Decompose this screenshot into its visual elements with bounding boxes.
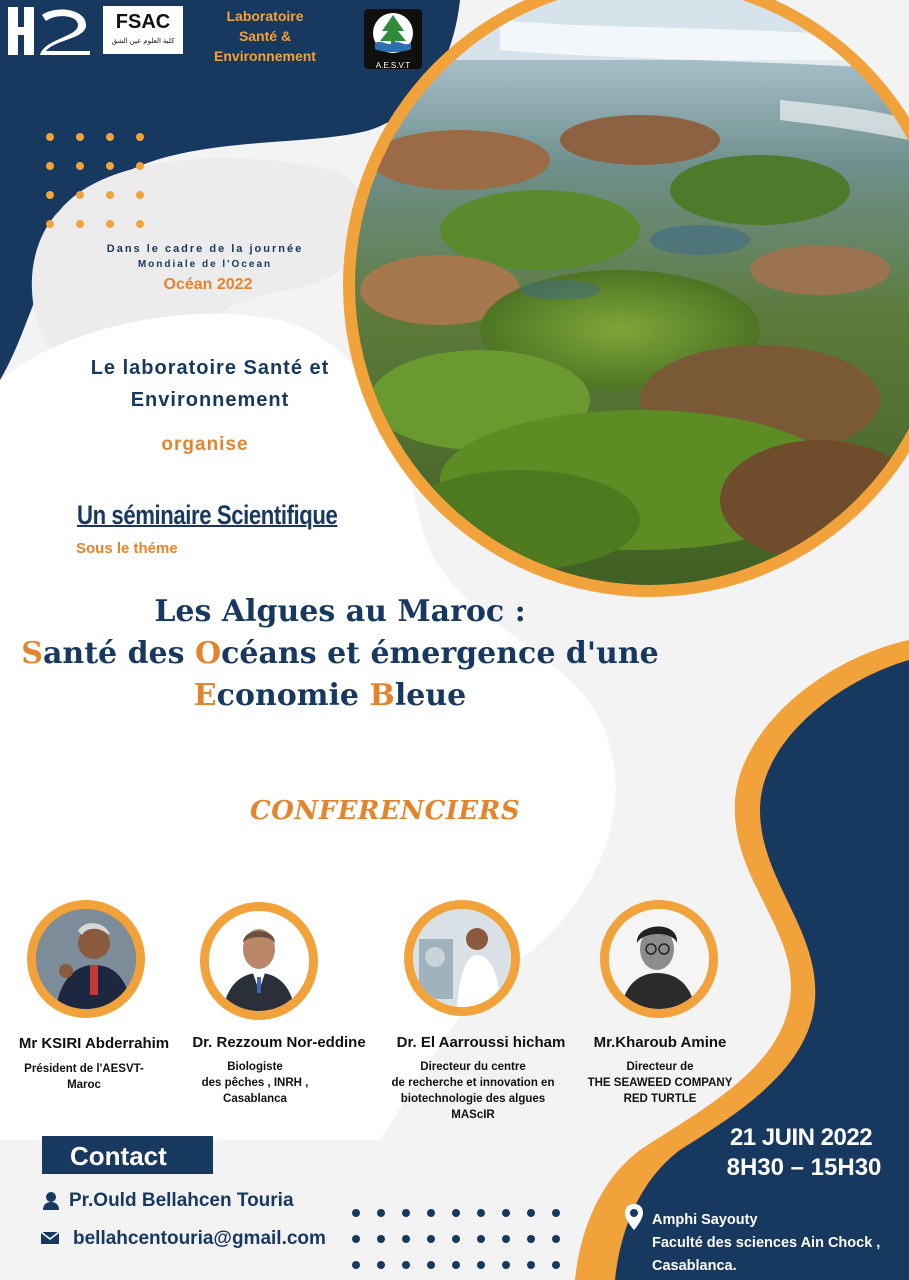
- theme-initial: B: [369, 678, 395, 713]
- decorative-dot: [377, 1235, 385, 1243]
- speaker-name: Dr. Rezzoum Nor-eddine: [192, 1034, 366, 1051]
- seminar-subtitle: Sous le théme: [76, 540, 178, 557]
- orange-dots-decoration: [46, 133, 156, 233]
- lab-name-line: Environnement: [214, 48, 316, 64]
- decorative-dot: [477, 1261, 485, 1269]
- decorative-dot: [502, 1209, 510, 1217]
- speaker-role: [378, 1059, 568, 1123]
- aesvt-logo-label: A.E.S.V.T: [375, 61, 411, 70]
- location-line: Amphi Sayouty: [652, 1212, 758, 1228]
- decorative-dot: [427, 1235, 435, 1243]
- decorative-dot: [527, 1261, 535, 1269]
- lab-name-line: Laboratoire: [226, 8, 304, 24]
- speaker-role-line: Président de l'AESVT-: [24, 1063, 144, 1075]
- decorative-dot: [136, 133, 144, 141]
- decorative-dot: [106, 220, 114, 228]
- speaker-photo: [27, 900, 145, 1018]
- decorative-dot: [427, 1261, 435, 1269]
- event-location: [652, 1209, 880, 1278]
- decorative-dot: [352, 1235, 360, 1243]
- decorative-dot: [452, 1261, 460, 1269]
- location-line: Casablanca.: [652, 1258, 737, 1274]
- speaker-role-line: MAScIR: [451, 1109, 495, 1121]
- decorative-dot: [106, 133, 114, 141]
- speaker-role: [180, 1059, 330, 1107]
- speaker-role-line: biotechnologie des algues: [400, 1093, 546, 1105]
- speaker-name: Mr KSIRI Abderrahim: [18, 1035, 170, 1052]
- speaker-role-line: Directeur de: [626, 1061, 694, 1073]
- speaker-portrait-3: [413, 909, 513, 1009]
- speaker-role-line: de recherche et innovation en: [391, 1077, 555, 1089]
- decorative-dot: [452, 1209, 460, 1217]
- location-line: Faculté des sciences Ain Chock ,: [652, 1235, 881, 1251]
- speaker-photo: [404, 900, 520, 1016]
- speaker-role: [4, 1061, 164, 1093]
- speaker-name: Mr.Kharoub Amine: [593, 1034, 727, 1051]
- decorative-dot: [402, 1209, 410, 1217]
- decorative-dot: [452, 1235, 460, 1243]
- uh2c-logo: [6, 5, 94, 57]
- tree-icon: [364, 9, 422, 55]
- theme-line3: [0, 678, 660, 713]
- decorative-dot: [352, 1209, 360, 1217]
- decorative-dot: [552, 1235, 560, 1243]
- fsac-logo: [101, 4, 185, 56]
- decorative-dot: [377, 1209, 385, 1217]
- decorative-dot: [527, 1235, 535, 1243]
- speaker-role-line: Directeur du centre: [420, 1061, 526, 1073]
- theme-line1: Les Algues au Maroc :: [154, 594, 526, 629]
- speaker-role-line: Casablanca: [223, 1093, 287, 1105]
- event-time: 8H30 – 15H30: [726, 1154, 882, 1181]
- user-icon: [42, 1191, 60, 1211]
- speaker-role: [580, 1059, 740, 1107]
- decorative-dot: [377, 1261, 385, 1269]
- lab-name-header: [200, 6, 330, 66]
- event-date: 21 JUIN 2022: [729, 1124, 873, 1151]
- decorative-dot: [106, 191, 114, 199]
- decorative-dot: [502, 1235, 510, 1243]
- theme-initial: O: [194, 636, 222, 671]
- decorative-dot: [477, 1209, 485, 1217]
- speaker-portrait-4: [609, 909, 709, 1009]
- intro-ocean-2022: Océan 2022: [163, 276, 253, 293]
- intro-line1: Dans le cadre de la journée: [106, 243, 304, 255]
- theme-word: anté des: [42, 636, 195, 671]
- theme-initial: S: [21, 636, 43, 671]
- navy-dots-decoration: [352, 1209, 572, 1273]
- theme-word: conomie: [216, 678, 370, 713]
- location-pin-icon: [624, 1203, 644, 1231]
- mail-icon: [40, 1230, 60, 1246]
- decorative-dot: [427, 1209, 435, 1217]
- decorative-dot: [402, 1261, 410, 1269]
- speaker-name: Dr. El Aarroussi hicham: [396, 1034, 566, 1051]
- speakers-heading: CONFERENCIERS: [250, 796, 521, 826]
- organizer-block: [50, 352, 370, 416]
- speaker-role-line: Maroc: [67, 1079, 101, 1091]
- fsac-logo-title: FSAC: [115, 11, 171, 33]
- decorative-dot: [106, 162, 114, 170]
- theme-line2: [0, 636, 680, 671]
- speaker-role-line: Biologiste: [227, 1061, 283, 1073]
- speaker-role-line: des pêches , INRH ,: [201, 1077, 309, 1089]
- decorative-dot: [136, 191, 144, 199]
- fsac-logo-subtitle: كلية العلوم عين الشق: [111, 38, 175, 45]
- speaker-role-line: RED TURTLE: [623, 1093, 697, 1105]
- decorative-dot: [76, 133, 84, 141]
- contact-heading: Contact: [42, 1136, 213, 1174]
- decorative-dot: [46, 191, 54, 199]
- theme-word: leue: [394, 678, 467, 713]
- decorative-dot: [552, 1209, 560, 1217]
- contact-email[interactable]: bellahcentouria@gmail.com: [73, 1228, 326, 1249]
- decorative-dot: [402, 1235, 410, 1243]
- theme-word: céans et émergence d'une: [221, 636, 659, 671]
- decorative-dot: [46, 133, 54, 141]
- decorative-dot: [76, 162, 84, 170]
- organizer-line2: Environnement: [130, 389, 290, 411]
- organizer-line1: Le laboratoire Santé et: [90, 357, 330, 379]
- decorative-dot: [502, 1261, 510, 1269]
- uh2c-logo-mark: [6, 5, 94, 57]
- decorative-dot: [136, 162, 144, 170]
- intro-line2: Mondiale de l'Ocean: [137, 259, 273, 270]
- decorative-dot: [46, 162, 54, 170]
- decorative-dot: [76, 191, 84, 199]
- decorative-dot: [352, 1261, 360, 1269]
- lab-name-line: Santé &: [238, 28, 292, 44]
- decorative-dot: [477, 1235, 485, 1243]
- decorative-dot: [136, 220, 144, 228]
- decorative-dot: [76, 220, 84, 228]
- speaker-photo: [200, 902, 318, 1020]
- speaker-portrait-1: [36, 909, 136, 1009]
- speaker-role-line: THE SEAWEED COMPANY: [587, 1077, 733, 1089]
- contact-person: Pr.Ould Bellahcen Touria: [69, 1190, 294, 1211]
- speaker-photo: [600, 900, 718, 1018]
- aesvt-logo: [364, 9, 422, 69]
- organizer-verb: organise: [161, 434, 249, 455]
- decorative-dot: [527, 1209, 535, 1217]
- decorative-dot: [552, 1261, 560, 1269]
- theme-initial: E: [193, 678, 217, 713]
- seminar-title: Un séminaire Scientifique: [77, 500, 338, 530]
- decorative-dot: [46, 220, 54, 228]
- speaker-portrait-2: [209, 911, 309, 1011]
